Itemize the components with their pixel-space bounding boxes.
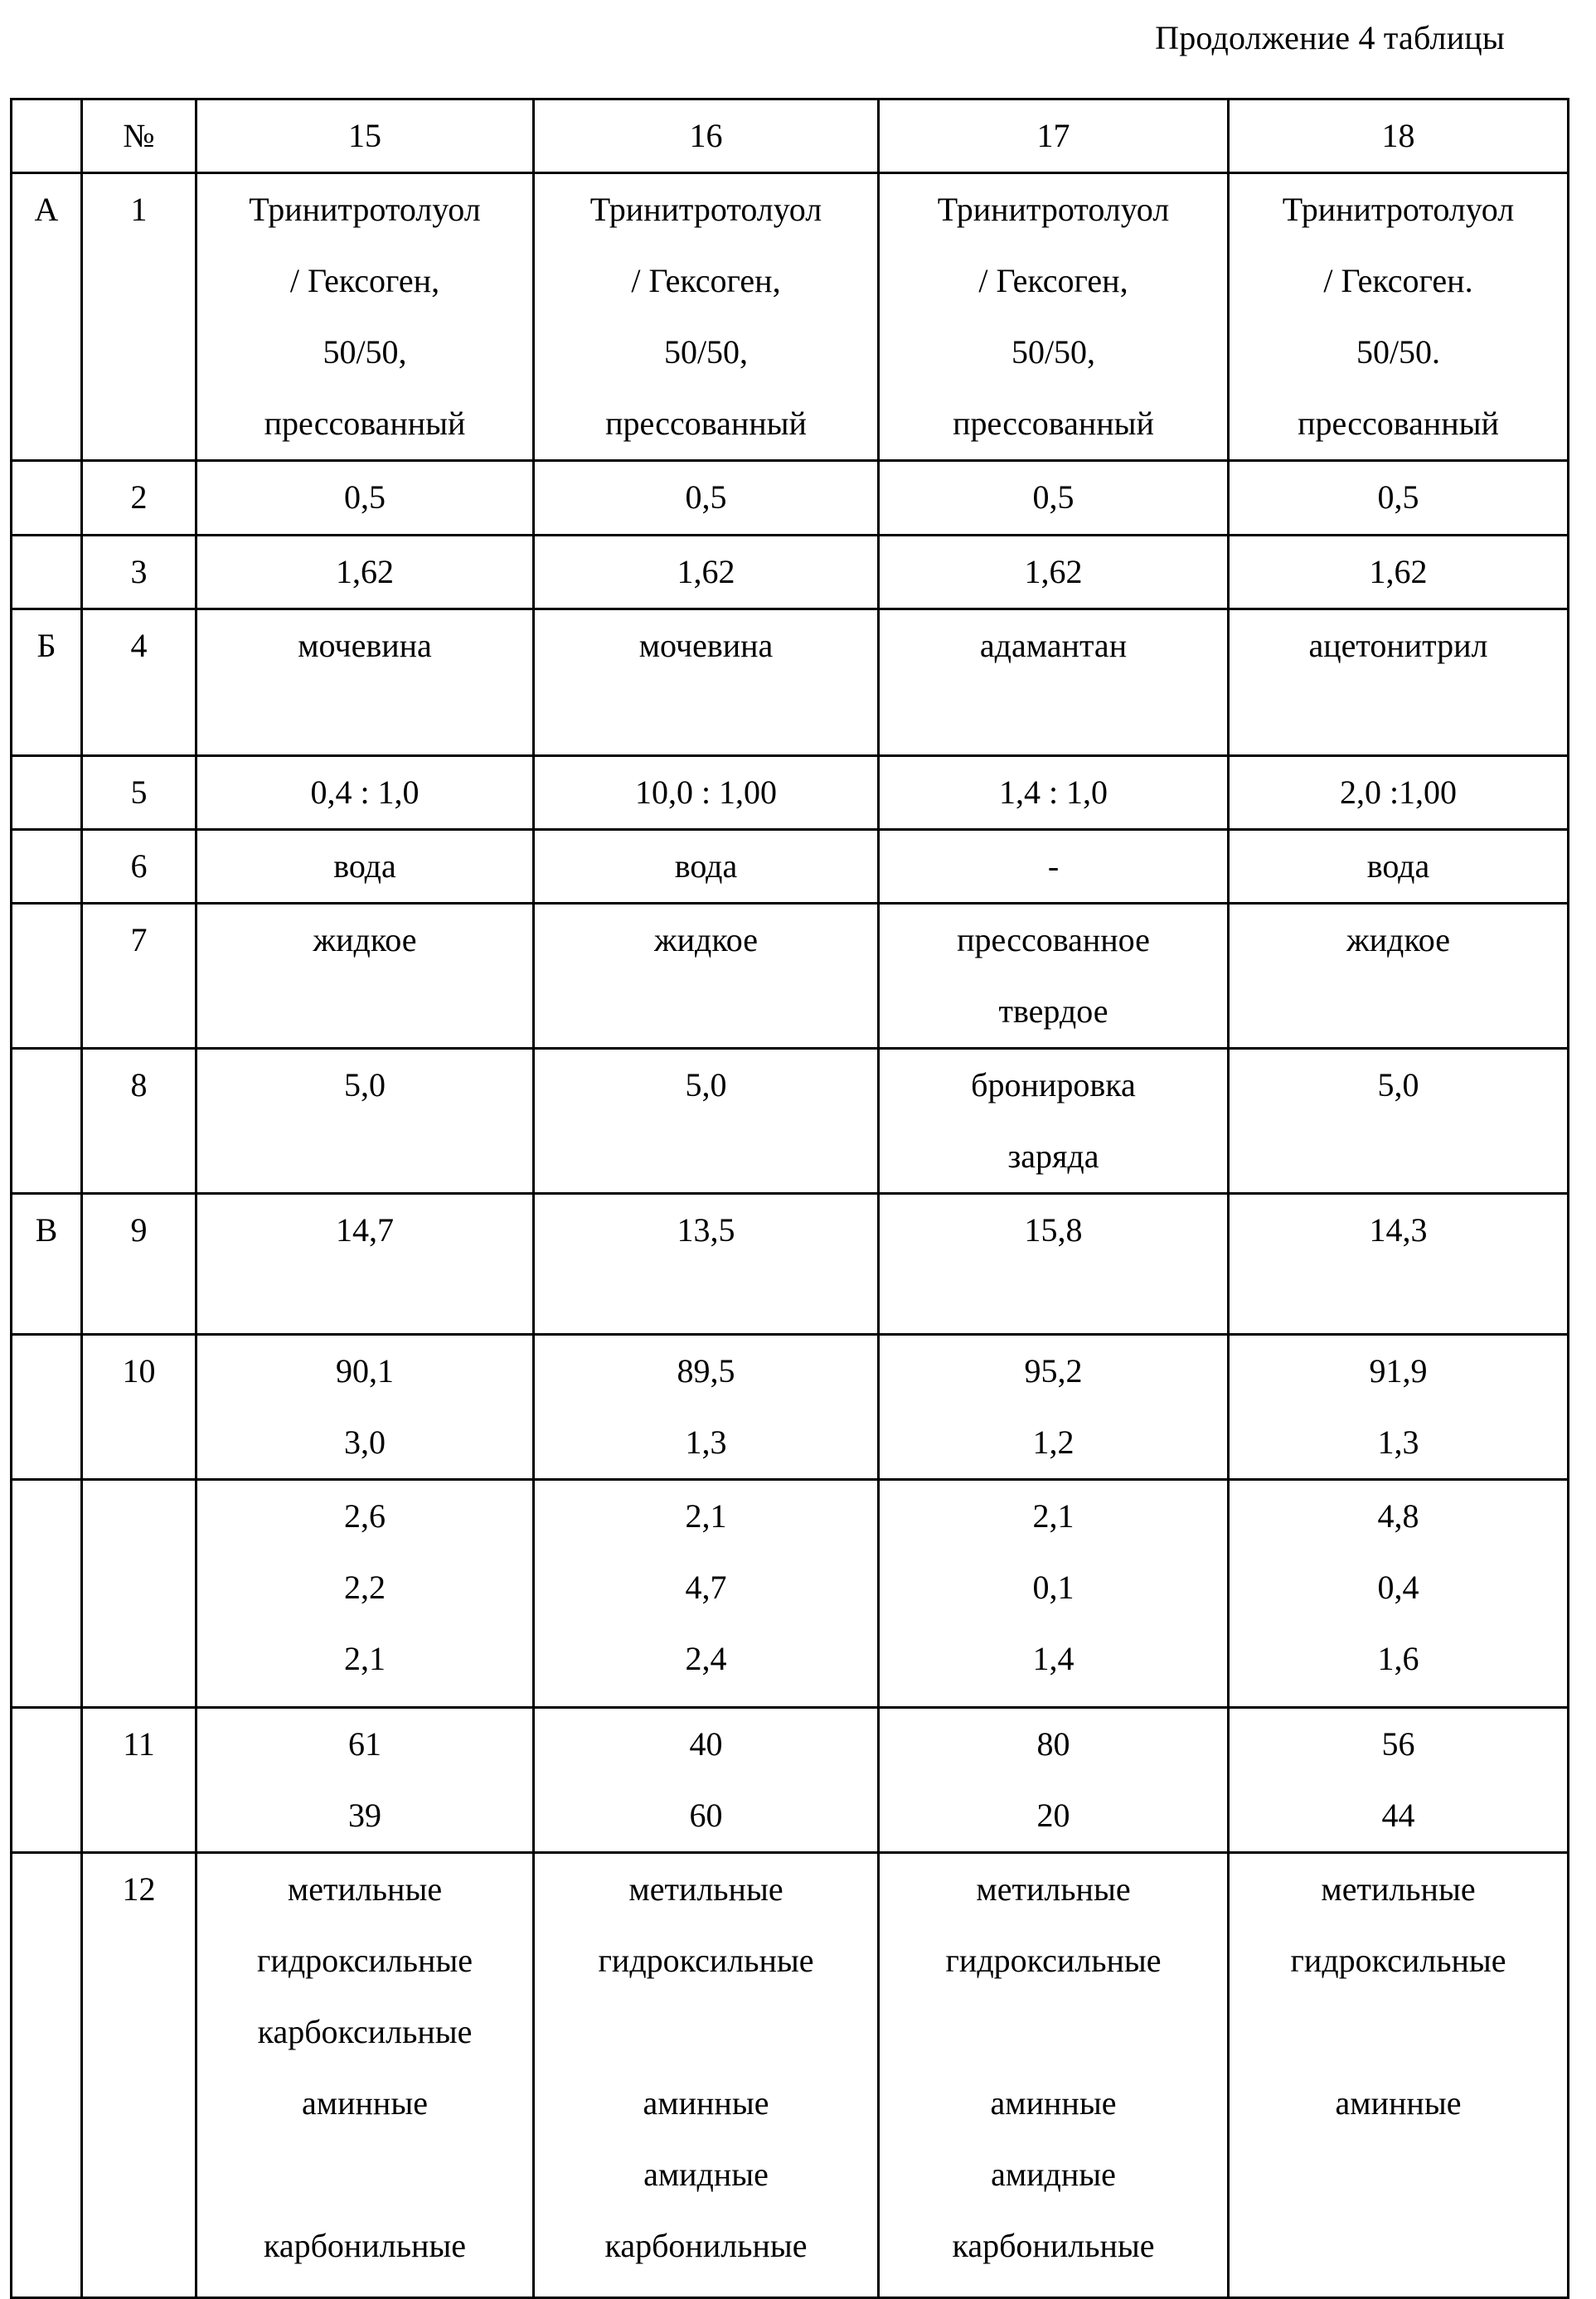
value-cell: [534, 756, 879, 830]
table-row: [12, 1853, 1569, 2298]
section-letter-cell: [12, 1335, 82, 1480]
cell-line: 5,0: [197, 1050, 532, 1121]
cell-line: Тринитротолуол: [197, 174, 532, 245]
value-cell: [1229, 1049, 1569, 1194]
value-cell: [879, 461, 1229, 536]
table-row: [12, 1708, 1569, 1853]
value-cell: [534, 536, 879, 609]
cell-line: 5,0: [535, 1050, 877, 1121]
cell-line: метильные: [197, 1854, 532, 1925]
value-cell: [879, 536, 1229, 609]
cell-line: 39: [197, 1780, 532, 1851]
cell-line: 2,1: [197, 1623, 532, 1695]
cell-line: жидкое: [1230, 905, 1567, 976]
value-cell: [1229, 1708, 1569, 1853]
cell-line: метильные: [880, 1854, 1227, 1925]
value-cell: [879, 756, 1229, 830]
value-cell: [534, 1335, 879, 1480]
value-cell: [534, 173, 879, 461]
value-cell: [534, 1480, 879, 1708]
section-letter-cell: [12, 756, 82, 830]
row-number-cell: 7: [82, 904, 196, 1049]
cell-line: 0,5: [197, 462, 532, 533]
cell-line: прессованный: [880, 388, 1227, 459]
table-row: [12, 609, 1569, 756]
value-cell: [196, 1194, 534, 1335]
cell-line: 1,3: [535, 1407, 877, 1478]
cell-line: 13,5: [535, 1195, 877, 1266]
cell-line: 1,6: [1230, 1623, 1567, 1695]
value-cell: [879, 1335, 1229, 1480]
row-number-cell: 6: [82, 830, 196, 904]
header-number-cell: №: [82, 99, 196, 173]
cell-line: Тринитротолуол: [535, 174, 877, 245]
cell-line: 2,1: [880, 1481, 1227, 1552]
section-letter-cell: [12, 1708, 82, 1853]
cell-line: 50/50.: [1230, 317, 1567, 388]
cell-line: [197, 2139, 532, 2210]
cell-line: амидные: [535, 2139, 877, 2210]
cell-line: карбонильные: [880, 2210, 1227, 2282]
table-continuation-caption: Продолжение 4 таблицы: [1155, 18, 1505, 57]
cell-line: 1,3: [1230, 1407, 1567, 1478]
cell-line: 2,4: [535, 1623, 877, 1695]
cell-line: 4,7: [535, 1552, 877, 1623]
cell-line: 2,6: [197, 1481, 532, 1552]
value-cell: [879, 1049, 1229, 1194]
value-cell: [1229, 536, 1569, 609]
value-cell: [196, 830, 534, 904]
table-row: [12, 830, 1569, 904]
value-cell: [196, 461, 534, 536]
cell-line: прессованный: [1230, 388, 1567, 459]
value-cell: [1229, 461, 1569, 536]
value-cell: [534, 830, 879, 904]
cell-line: 61: [197, 1709, 532, 1780]
row-number-cell: 5: [82, 756, 196, 830]
header-column-17: 17: [879, 99, 1229, 173]
cell-line: жидкое: [535, 905, 877, 976]
cell-line: / Гексоген,: [535, 245, 877, 317]
value-cell: [196, 536, 534, 609]
cell-line: 0,5: [535, 462, 877, 533]
cell-line: бронировка: [880, 1050, 1227, 1121]
cell-line: 80: [880, 1709, 1227, 1780]
value-cell: [534, 461, 879, 536]
cell-line: 40: [535, 1709, 877, 1780]
table-row: [12, 461, 1569, 536]
cell-line: 1,2: [880, 1407, 1227, 1478]
section-letter-cell: [12, 536, 82, 609]
cell-line: 1,62: [535, 536, 877, 608]
value-cell: [534, 609, 879, 756]
value-cell: [879, 1708, 1229, 1853]
cell-line: гидроксильные: [197, 1925, 532, 1996]
cell-line: 0,4: [1230, 1552, 1567, 1623]
value-cell: [1229, 756, 1569, 830]
value-cell: [1229, 1194, 1569, 1335]
cell-line: 1,62: [1230, 536, 1567, 608]
row-number-cell: [82, 1480, 196, 1708]
cell-line: карбонильные: [197, 2210, 532, 2282]
value-cell: [196, 756, 534, 830]
value-cell: [1229, 904, 1569, 1049]
cell-line: амидные: [880, 2139, 1227, 2210]
cell-line: 50/50,: [880, 317, 1227, 388]
cell-line: 0,1: [880, 1552, 1227, 1623]
header-section-cell: [12, 99, 82, 173]
table-row: [12, 1335, 1569, 1480]
cell-line: гидроксильные: [880, 1925, 1227, 1996]
cell-line: вода: [1230, 831, 1567, 902]
header-column-16: 16: [534, 99, 879, 173]
cell-line: 91,9: [1230, 1336, 1567, 1407]
cell-line: жидкое: [197, 905, 532, 976]
value-cell: [534, 1708, 879, 1853]
cell-line: 2,1: [535, 1481, 877, 1552]
table-row: [12, 1480, 1569, 1708]
cell-line: аминные: [535, 2068, 877, 2139]
value-cell: [879, 830, 1229, 904]
value-cell: [879, 173, 1229, 461]
value-cell: [1229, 609, 1569, 756]
cell-line: 60: [535, 1780, 877, 1851]
value-cell: [1229, 830, 1569, 904]
value-cell: [879, 904, 1229, 1049]
section-letter-cell: А: [12, 173, 82, 461]
row-number-cell: 12: [82, 1853, 196, 2298]
cell-line: Тринитротолуол: [880, 174, 1227, 245]
table-header-row: [12, 99, 1569, 173]
cell-line: гидроксильные: [535, 1925, 877, 1996]
cell-line: 15,8: [880, 1195, 1227, 1266]
value-cell: [534, 904, 879, 1049]
cell-line: прессованное: [880, 905, 1227, 976]
row-number-cell: 9: [82, 1194, 196, 1335]
cell-line: прессованный: [535, 388, 877, 459]
header-column-18: 18: [1229, 99, 1569, 173]
table-row: [12, 1194, 1569, 1335]
row-number-cell: 8: [82, 1049, 196, 1194]
cell-line: / Гексоген,: [880, 245, 1227, 317]
value-cell: [879, 1194, 1229, 1335]
row-number-cell: 10: [82, 1335, 196, 1480]
cell-line: 56: [1230, 1709, 1567, 1780]
value-cell: [1229, 1335, 1569, 1480]
cell-line: вода: [197, 831, 532, 902]
value-cell: [534, 1049, 879, 1194]
cell-line: 1,4: [880, 1623, 1227, 1695]
cell-line: 14,3: [1230, 1195, 1567, 1266]
cell-line: твердое: [880, 976, 1227, 1047]
section-letter-cell: [12, 1853, 82, 2298]
row-number-cell: 1: [82, 173, 196, 461]
cell-line: прессованный: [197, 388, 532, 459]
value-cell: [534, 1853, 879, 2298]
cell-line: мочевина: [197, 610, 532, 681]
cell-line: / Гексоген.: [1230, 245, 1567, 317]
value-cell: [879, 609, 1229, 756]
cell-line: 4,8: [1230, 1481, 1567, 1552]
cell-line: [1230, 1996, 1567, 2068]
cell-line: -: [880, 831, 1227, 902]
cell-line: 1,62: [197, 536, 532, 608]
section-letter-cell: [12, 1049, 82, 1194]
data-table: [10, 98, 1569, 2299]
value-cell: [1229, 1480, 1569, 1708]
cell-line: ацетонитрил: [1230, 610, 1567, 681]
value-cell: [196, 609, 534, 756]
cell-line: мочевина: [535, 610, 877, 681]
row-number-cell: 3: [82, 536, 196, 609]
value-cell: [196, 904, 534, 1049]
cell-line: вода: [535, 831, 877, 902]
value-cell: [879, 1480, 1229, 1708]
table-row: [12, 1049, 1569, 1194]
cell-line: / Гексоген,: [197, 245, 532, 317]
section-letter-cell: В: [12, 1194, 82, 1335]
cell-line: 20: [880, 1780, 1227, 1851]
cell-line: метильные: [535, 1854, 877, 1925]
cell-line: 0,5: [1230, 462, 1567, 533]
table-row: [12, 536, 1569, 609]
section-letter-cell: [12, 461, 82, 536]
value-cell: [196, 1335, 534, 1480]
table-row: [12, 173, 1569, 461]
section-letter-cell: [12, 1480, 82, 1708]
cell-line: 44: [1230, 1780, 1567, 1851]
cell-line: 2,2: [197, 1552, 532, 1623]
value-cell: [534, 1194, 879, 1335]
cell-line: карбоксильные: [197, 1996, 532, 2068]
section-letter-cell: [12, 904, 82, 1049]
header-column-15: 15: [196, 99, 534, 173]
cell-line: заряда: [880, 1121, 1227, 1192]
cell-line: 90,1: [197, 1336, 532, 1407]
cell-line: 3,0: [197, 1407, 532, 1478]
cell-line: аминные: [197, 2068, 532, 2139]
cell-line: карбонильные: [535, 2210, 877, 2282]
cell-line: 5,0: [1230, 1050, 1567, 1121]
cell-line: 50/50,: [535, 317, 877, 388]
cell-line: 10,0 : 1,00: [535, 757, 877, 828]
value-cell: [196, 1049, 534, 1194]
cell-line: 89,5: [535, 1336, 877, 1407]
cell-line: аминные: [1230, 2068, 1567, 2139]
cell-line: адамантан: [880, 610, 1227, 681]
cell-line: 1,4 : 1,0: [880, 757, 1227, 828]
cell-line: [880, 1996, 1227, 2068]
cell-line: 50/50,: [197, 317, 532, 388]
cell-line: 0,4 : 1,0: [197, 757, 532, 828]
cell-line: 95,2: [880, 1336, 1227, 1407]
cell-line: [535, 1996, 877, 2068]
value-cell: [1229, 1853, 1569, 2298]
table-row: [12, 756, 1569, 830]
value-cell: [879, 1853, 1229, 2298]
row-number-cell: 4: [82, 609, 196, 756]
value-cell: [1229, 173, 1569, 461]
cell-line: 14,7: [197, 1195, 532, 1266]
row-number-cell: 2: [82, 461, 196, 536]
row-number-cell: 11: [82, 1708, 196, 1853]
value-cell: [196, 173, 534, 461]
value-cell: [196, 1853, 534, 2298]
cell-line: 1,62: [880, 536, 1227, 608]
section-letter-cell: [12, 830, 82, 904]
value-cell: [196, 1708, 534, 1853]
value-cell: [196, 1480, 534, 1708]
cell-line: 0,5: [880, 462, 1227, 533]
table-row: [12, 904, 1569, 1049]
cell-line: Тринитротолуол: [1230, 174, 1567, 245]
cell-line: 2,0 :1,00: [1230, 757, 1567, 828]
cell-line: аминные: [880, 2068, 1227, 2139]
section-letter-cell: Б: [12, 609, 82, 756]
cell-line: метильные: [1230, 1854, 1567, 1925]
cell-line: гидроксильные: [1230, 1925, 1567, 1996]
